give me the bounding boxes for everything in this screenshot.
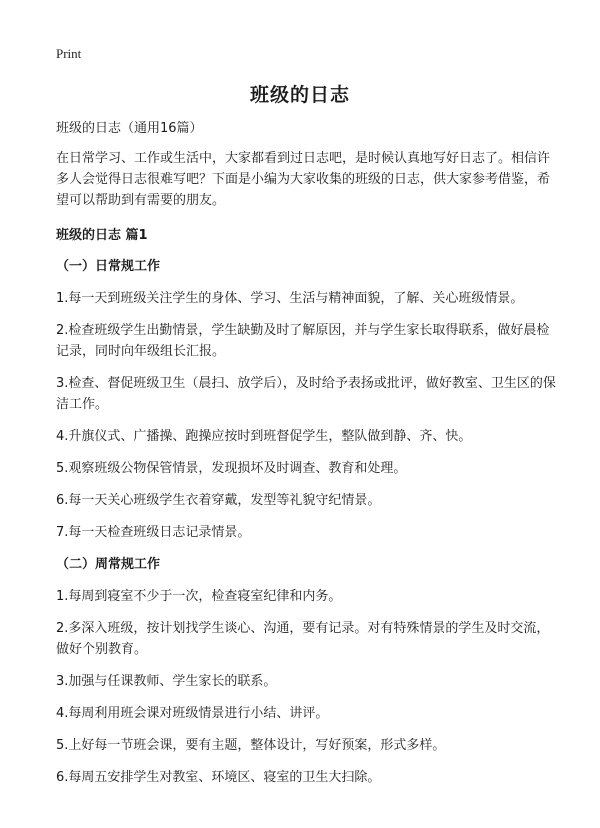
weekly-item: 4.每周利用班会课对班级情景进行小结、讲评。 bbox=[56, 706, 329, 721]
section-heading: 班级的日志 篇1 bbox=[56, 228, 148, 243]
article-subtitle: 班级的日志（通用16篇） bbox=[56, 121, 203, 136]
daily-item: 3.检查、督促班级卫生（晨扫、放学后），及时给予表扬或批评，做好教室、卫生区的保洁工作。 bbox=[56, 376, 556, 412]
daily-item: 6.每一天关心班级学生衣着穿戴，发型等礼貌守纪情景。 bbox=[56, 493, 381, 508]
weekly-item: 1.每周到寝室不少于一次，检查寝室纪律和内务。 bbox=[56, 589, 342, 604]
daily-work-heading: （一）日常规工作 bbox=[56, 259, 161, 274]
weekly-work-heading: （二）周常规工作 bbox=[56, 557, 161, 572]
weekly-item: 2.多深入班级，按计划找学生谈心、沟通，要有记录。对有特殊情景的学生及时交流，做好个别教育。 bbox=[56, 621, 550, 657]
daily-item: 7.每一天检查班级日志记录情景。 bbox=[56, 525, 251, 540]
daily-item: 5.观察班级公物保管情景，发现损坏及时调查、教育和处理。 bbox=[56, 461, 407, 476]
daily-item: 2.检查班级学生出勤情景，学生缺勤及时了解原因，并与学生家长取得联系，做好晨检记录，同时向年级组长汇报。 bbox=[56, 323, 550, 359]
weekly-item: 3.加强与任课教师、学生家长的联系。 bbox=[56, 674, 277, 689]
daily-item: 1.每一天到班级关注学生的身体、学习、生活与精神面貌，了解、关心班级情景。 bbox=[56, 291, 524, 306]
article-body bbox=[56, 118, 556, 799]
daily-item: 4.升旗仪式、广播操、跑操应按时到班督促学生，整队做到静、齐、快。 bbox=[56, 429, 472, 444]
page-title: 班级的日志 bbox=[249, 84, 350, 106]
weekly-item: 6.每周五安排学生对教室、环境区、寝室的卫生大扫除。 bbox=[56, 770, 381, 785]
intro-paragraph: 在日常学习、工作或生活中，大家都看到过日志吧，是时候认真地写好日志了。相信许多人会觉得日志很难写吧？下面是小编为大家收集的班级的日志，供大家参考借鉴，希望可以帮助到有需要的朋友。 bbox=[56, 151, 551, 208]
print-label[interactable]: Print bbox=[56, 46, 82, 61]
weekly-item: 5.上好每一节班会课，要有主题，整体设计，写好预案，形式多样。 bbox=[56, 738, 446, 753]
